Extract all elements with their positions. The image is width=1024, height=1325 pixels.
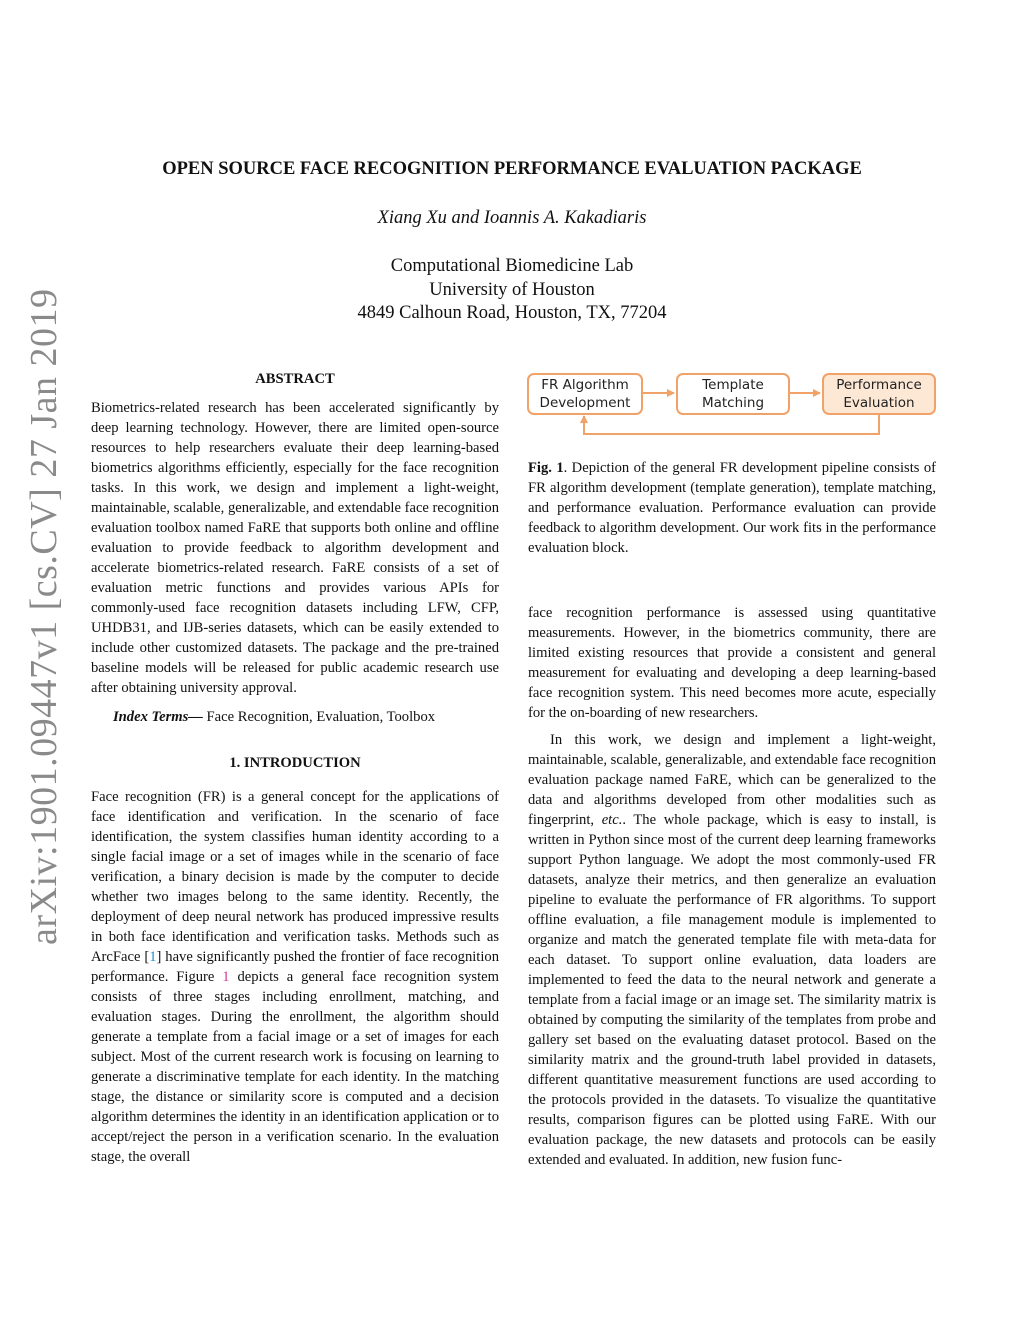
index-terms-label: Index Terms— [113, 709, 203, 725]
affiliation [0, 255, 1024, 326]
template-matching-box [676, 373, 790, 415]
intro-paragraph-3 [528, 730, 936, 1170]
fr-algorithm-development-box [527, 373, 643, 415]
right-column [528, 458, 936, 1170]
intro-p3-etc: etc. [601, 812, 623, 828]
intro-p3-text-b: . The whole package, which is easy to install, is written in Python since most of the current deep learning frameworks support Python language. We adopt the most commonly-used FR datasets, analyze their metrics, and then generalize an evaluation pipeline to evaluate the performance of FR algorithms. To support offline evaluation, a file management module is implemented to organize and match the generated template file with meta-data for each dataset. To support online evaluation, data loaders are implemented to feed the data to the neural network and generate a template from a facial image or an image set. The similarity matrix is obtained by computing the similarity of the templates from probe and gallery set based on the evaluating dataset protocol. Based on the similarity matrix and the ground-truth label provided in datasets, different quantitative measurement functions are used according to the protocols provided in the datasets. To visualize the quantitative results, comparison figures can be plotted using FaRE. With our evaluation package, the new datasets and protocols can be easily extended and evaluated. In addition, new fusion func- [528, 812, 936, 1168]
box1-line2: Development [539, 395, 631, 411]
index-terms-text: Face Recognition, Evaluation, Toolbox [202, 709, 436, 725]
abstract-text: Biometrics-related research has been accelerated significantly by deep learning technology. However, there are limited open-source resources to help researchers evaluate their deep learning-based biometrics algorithms efficiently, especially for the face recognition tasks. In this work, we design and implement a light-weight, maintainable, scalable, generalizable, and extendable face recognition evaluation toolbox named FaRE that supports both online and offline evaluation to provide feedback to algorithm development and accelerate biometrics-related research. FaRE consists of a set of evaluation metric functions and provides various APIs for commonly-used face recognition datasets including LFW, CFP, UHDB31, and IJB-series datasets, which can be easily extended to include other customized datasets. The package and the pre-trained baseline models will be released for public academic research use after obtaining university approval. [91, 400, 500, 696]
affiliation-address: 4849 Calhoun Road, Houston, TX, 77204 [357, 303, 667, 323]
intro-p3-text-a: In this work, we design and implement a light-weight, maintainable, scalable, generalizable, and extendable face recognition evaluation package named FaRE, which can be generalized to the data and algorithms developed from other modalities such as fingerprint, [528, 732, 937, 828]
abstract-heading: ABSTRACT [255, 371, 335, 387]
intro-p1-text-b: ] have significantly pushed the frontier of face recognition performance. Figure [91, 949, 499, 985]
box2-line1: Template [702, 377, 764, 393]
intro-paragraph-2: face recognition performance is assessed using quantitative measurements. However, in the biometrics community, there are limited existing resources that provide a consistent and general measurement for evaluating and developing a deep learning-based face recognition system. This need becomes more acute, especially for the on-boarding of new researchers. [528, 605, 936, 721]
performance-evaluation-box [822, 373, 936, 415]
affiliation-university: University of Houston [429, 279, 595, 300]
intro-paragraph-1 [91, 787, 499, 1167]
paper-title: OPEN SOURCE FACE RECOGNITION PERFORMANCE EVALUATION PACKAGE [162, 159, 862, 179]
feedback-arrow [584, 414, 879, 434]
arxiv-identifier: arXiv:1901.09447v1 [cs.CV] 27 Jan 2019 [23, 288, 65, 945]
figure-link-1[interactable]: 1 [222, 969, 230, 985]
figure-1-caption-text: . Depiction of the general FR development pipeline consists of FR algorithm development (template generation), template matching, and performance evaluation. Performance evaluation can provide feedback to algorithm development. Our work fits in the performance evaluation block. [528, 460, 936, 556]
index-terms [91, 707, 499, 727]
intro-p1-text-c: depicts a general face recognition system consists of three stages including enrollment, matching, and evaluation stages. During the enrollment, the algorithm should generate a template from a facial image or a set of images for each subject. Most of the current research work is focusing on learning to generate a discriminative template for each identity. In the matching stage, the distance or similarity score is computed and a decision algorithm determines the identity in an identification application or to accept/reject the person in a verification scenario. In the evaluation stage, the overall [91, 969, 499, 1165]
figure-1-diagram [526, 372, 938, 442]
intro-p1-text-a: Face recognition (FR) is a general concept for the applications of face identification and verification. In the scenario of face identification, the system classifies human identity according to a single facial image or a set of images while in the scenario of face verification, a binary decision is made by the computer to decide whether two images belong to the same identity. Recently, the deployment of deep neural network has produced impressive results in both face identification and verification tasks. Methods such as ArcFace [ [91, 789, 499, 965]
box3-line1: Performance [836, 377, 922, 393]
introduction-heading: 1. INTRODUCTION [229, 755, 361, 771]
citation-link-1[interactable]: 1 [149, 949, 157, 965]
figure-1-caption [528, 458, 936, 558]
paper-authors: Xiang Xu and Ioannis A. Kakadiaris [377, 208, 647, 228]
box3-line2: Evaluation [843, 395, 915, 411]
left-column [91, 369, 499, 1167]
figure-1-label: Fig. 1 [528, 460, 564, 476]
box1-line1: FR Algorithm [541, 377, 629, 393]
affiliation-lab: Computational Biomedicine Lab [390, 256, 634, 276]
box2-line2: Matching [701, 395, 765, 411]
